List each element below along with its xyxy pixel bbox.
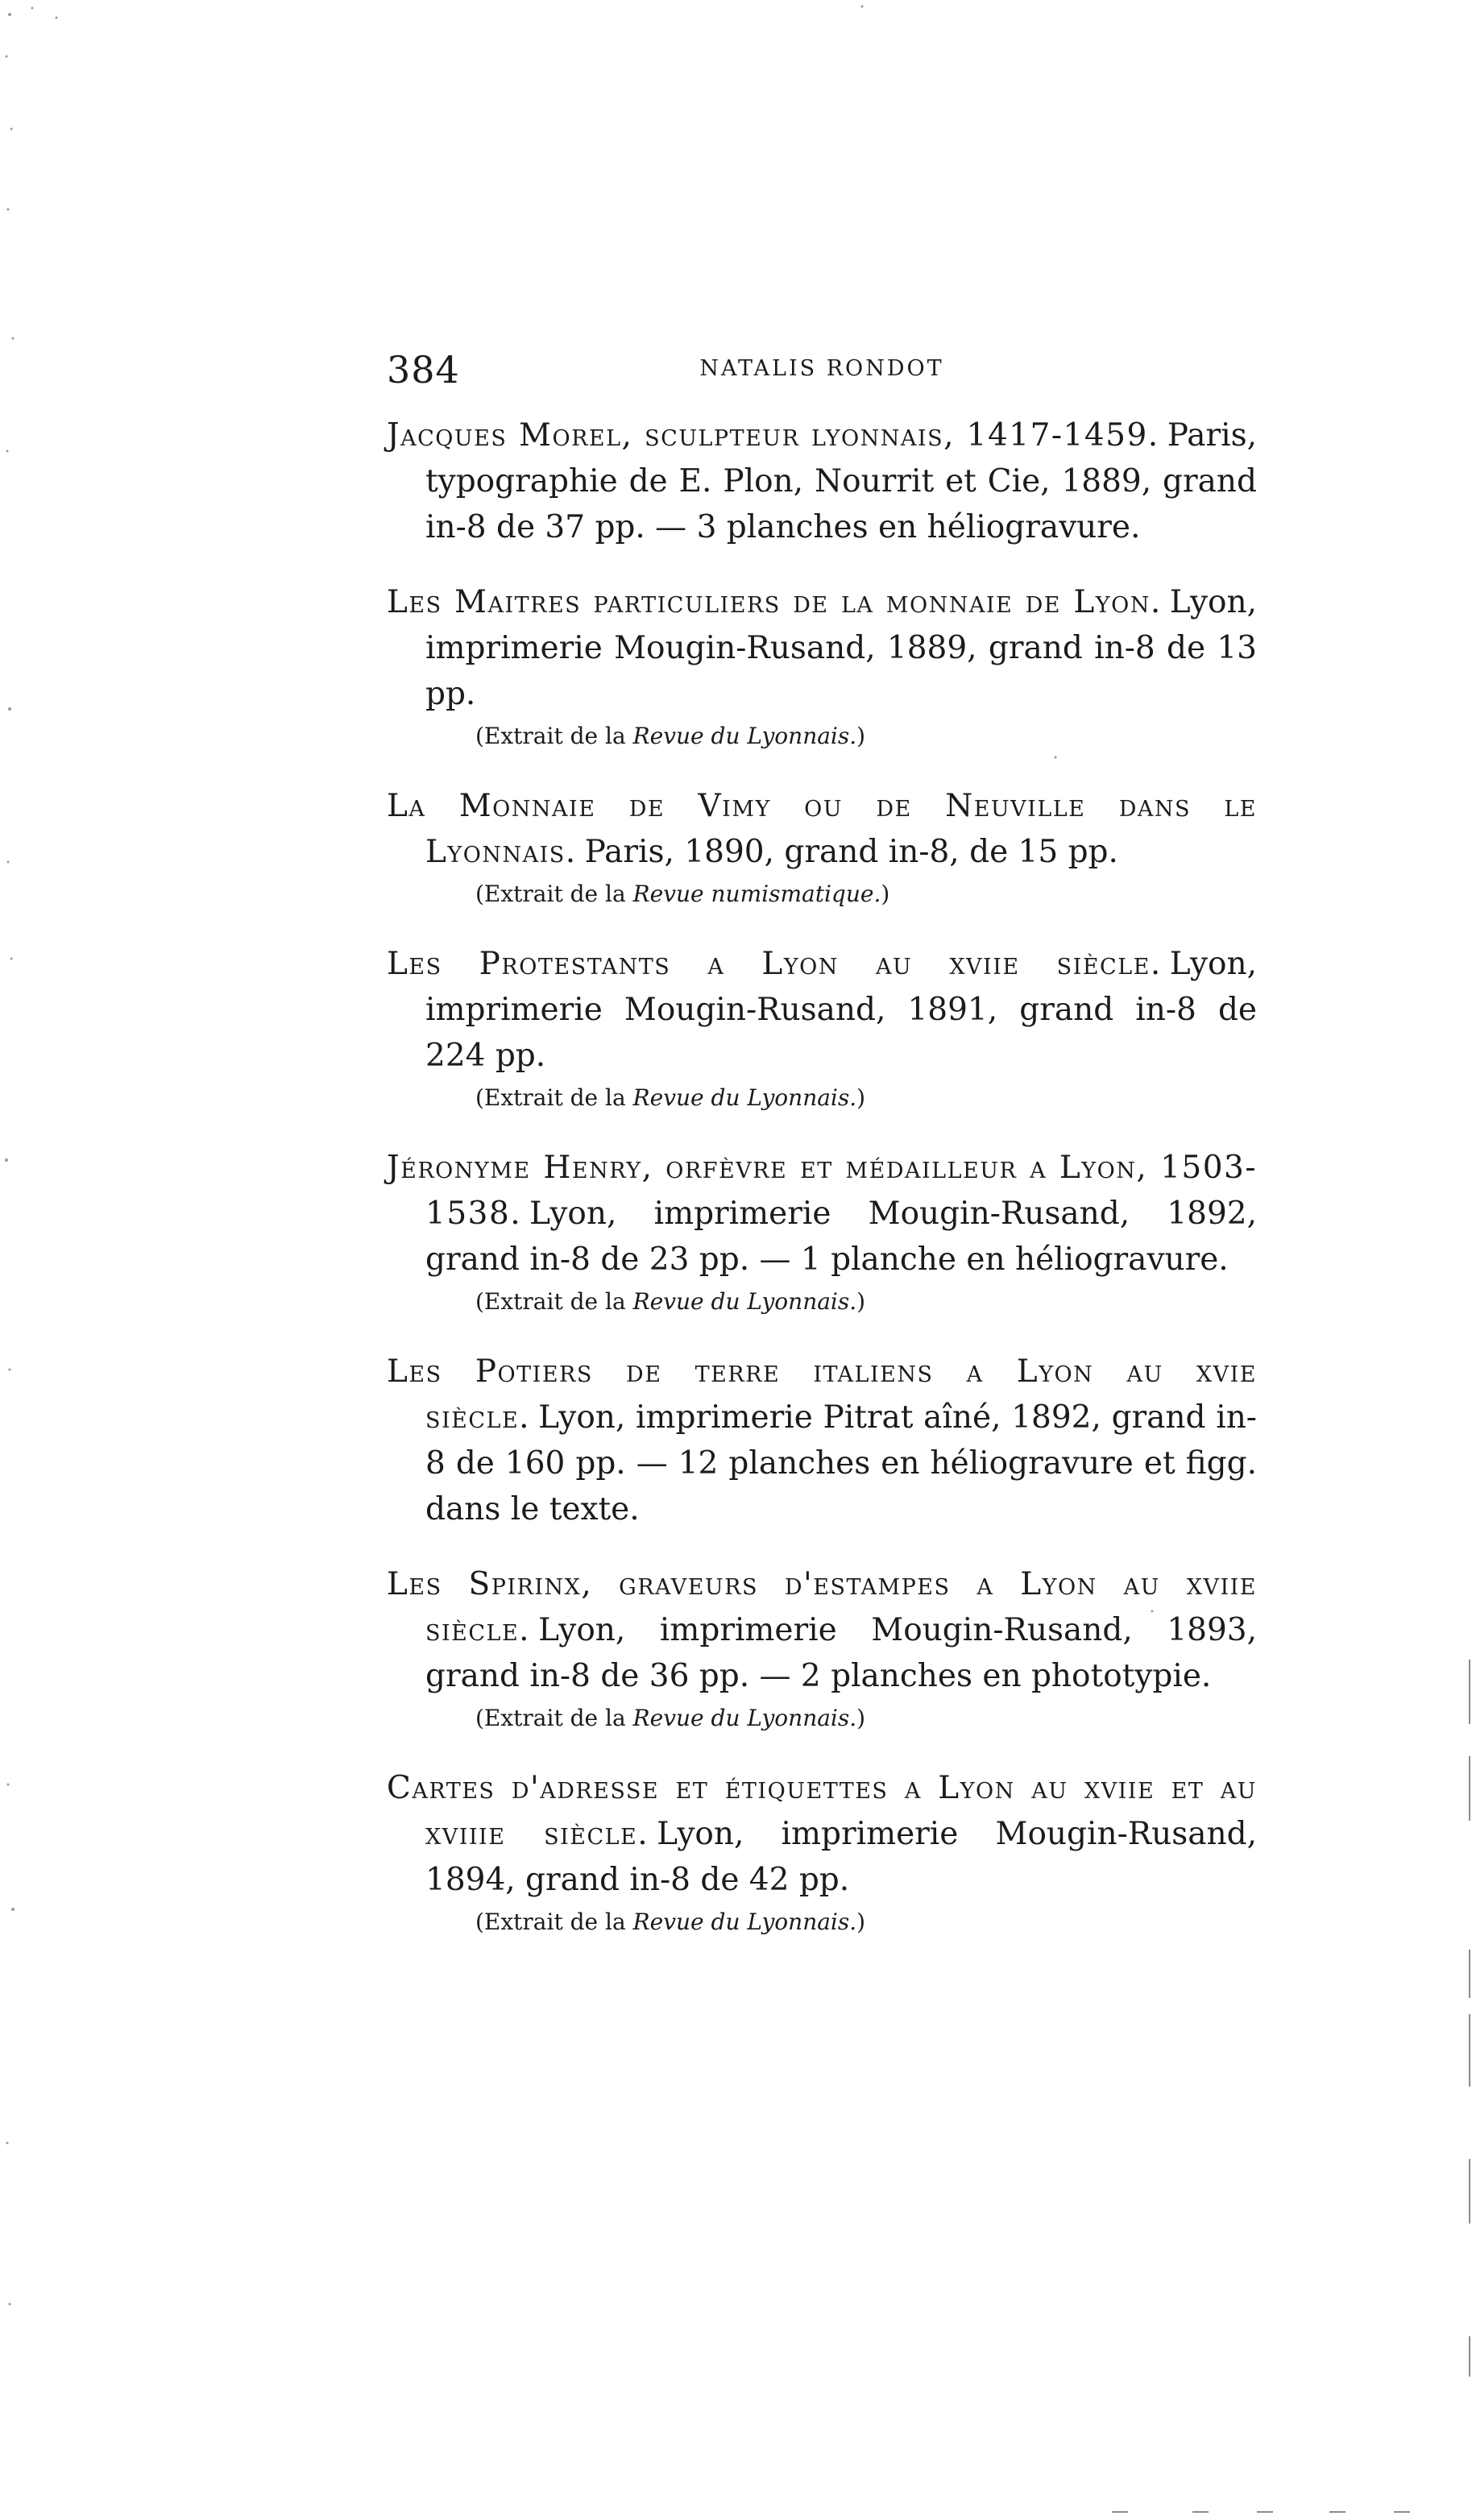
note-prefix: (Extrait de la (475, 1909, 633, 1935)
bibliography-entry (387, 1561, 1257, 1736)
entry-title: Cartes d'adresse et étiquettes a Lyon au xviie et au xviiie siècle. (387, 1770, 1257, 1852)
entry-note (387, 719, 1257, 754)
entry-title: Les Spirinx, graveurs d'estampes a Lyon au xviie siècle. (387, 1566, 1257, 1648)
note-journal: Revue du Lyonnais. (632, 1084, 857, 1111)
note-journal: Revue numismatique. (632, 881, 881, 907)
note-suffix: ) (856, 1084, 866, 1111)
entry-text (387, 412, 1257, 550)
entry-text (387, 1349, 1257, 1532)
entry-note (387, 1905, 1257, 1940)
entry-publication: Paris, 1890, grand in-8, de 15 pp. (584, 834, 1118, 870)
entry-publication: Lyon, imprimerie Mougin-Rusand, 1891, grand in-8 de 224 pp. (425, 946, 1257, 1074)
entry-text (387, 1561, 1257, 1699)
bibliography-entry (387, 1145, 1257, 1320)
note-prefix: (Extrait de la (475, 723, 633, 749)
bibliography-entry (387, 579, 1257, 754)
entry-text (387, 1145, 1257, 1283)
note-suffix: ) (856, 1288, 866, 1315)
note-journal: Revue du Lyonnais. (632, 1288, 857, 1315)
note-suffix: ) (881, 881, 890, 907)
entry-title: Jacques Morel, sculpteur lyonnais, 1417-1459. (387, 417, 1159, 454)
note-prefix: (Extrait de la (475, 1084, 633, 1111)
note-prefix: (Extrait de la (475, 1288, 633, 1315)
entry-title: La Monnaie de Vimy ou de Neuville dans le Lyonnais. (387, 788, 1257, 870)
note-prefix: (Extrait de la (475, 881, 633, 907)
entry-publication: Lyon, imprimerie Mougin-Rusand, 1892, grand in-8 de 23 pp. — 1 planche en héliogravure. (425, 1196, 1257, 1278)
entry-note (387, 1284, 1257, 1320)
note-suffix: ) (856, 723, 866, 749)
entry-note (387, 1080, 1257, 1116)
bibliography-entry (387, 1765, 1257, 1940)
note-journal: Revue du Lyonnais. (632, 723, 857, 749)
entry-note (387, 1701, 1257, 1736)
running-header (387, 348, 1257, 396)
entry-title: Les Protestants a Lyon au xviie siècle. (387, 946, 1162, 982)
entry-text (387, 941, 1257, 1079)
bibliography-entry (387, 783, 1257, 912)
entry-text (387, 783, 1257, 875)
page-number: 384 (387, 348, 460, 392)
entry-text (387, 1765, 1257, 1903)
entry-publication: Lyon, imprimerie Pitrat aîné, 1892, grand in-8 de 160 pp. — 12 planches en héliogravure et figg. dans le texte. (425, 1399, 1257, 1527)
entry-text (387, 579, 1257, 717)
note-journal: Revue du Lyonnais. (632, 1909, 857, 1935)
note-prefix: (Extrait de la (475, 1705, 633, 1731)
entry-note (387, 877, 1257, 912)
entry-publication: Lyon, imprimerie Mougin-Rusand, 1894, grand in-8 de 42 pp. (425, 1816, 1257, 1898)
entry-title: Les Potiers de terre italiens a Lyon au xvie siècle. (387, 1353, 1257, 1436)
entry-title: Les Maitres particuliers de la monnaie de Lyon. (387, 584, 1162, 620)
note-journal: Revue du Lyonnais. (632, 1705, 857, 1731)
bibliography-entry (387, 1349, 1257, 1532)
note-suffix: ) (856, 1705, 866, 1731)
bibliography-entry (387, 412, 1257, 550)
bibliography-list (387, 412, 1257, 1969)
note-suffix: ) (856, 1909, 866, 1935)
bibliography-entry (387, 941, 1257, 1116)
entry-publication: Paris, typographie de E. Plon, Nourrit et Cie, 1889, grand in-8 de 37 pp. — 3 planches en héliogravure. (425, 417, 1257, 545)
running-title: NATALIS RONDOT (699, 356, 944, 381)
entry-title: Jéronyme Henry, orfèvre et médailleur a Lyon, 1503-1538. (387, 1150, 1257, 1232)
entry-publication: Lyon, imprimerie Mougin-Rusand, 1889, grand in-8 de 13 pp. (425, 584, 1257, 712)
entry-publication: Lyon, imprimerie Mougin-Rusand, 1893, grand in-8 de 36 pp. — 2 planches en phototypie. (425, 1612, 1257, 1694)
